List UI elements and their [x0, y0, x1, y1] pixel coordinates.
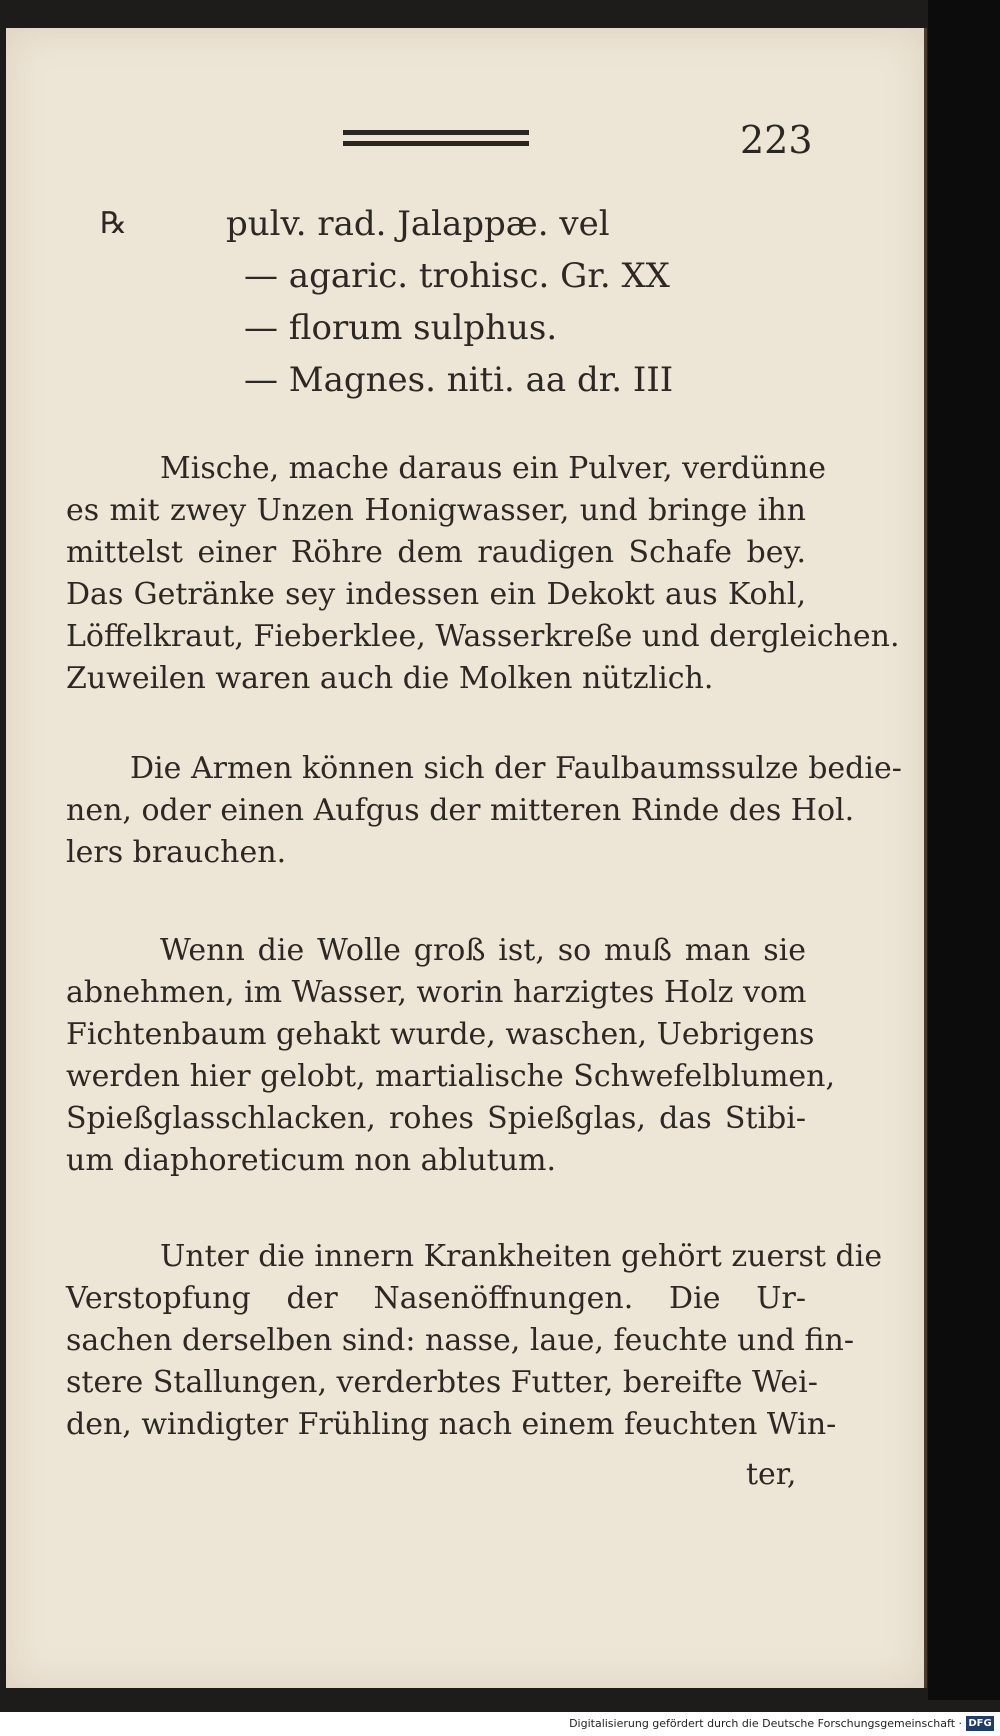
paragraph-line: mittelst einer Röhre dem raudigen Schafe bey.	[66, 535, 806, 570]
recipe-line: pulv. rad. Jalappæ. vel	[226, 204, 610, 244]
paragraph-line: Löffelkraut, Fieberklee, Wasserkreße und dergleichen.	[66, 619, 900, 654]
book-spine	[928, 0, 1000, 1700]
paragraph-line: Das Getränke sey indessen ein Dekokt aus Kohl,	[66, 577, 806, 612]
paragraph-line: lers brauchen.	[66, 835, 287, 870]
paragraph	[66, 1236, 883, 1446]
paragraph-line: sachen derselben sind: nasse, laue, feuchte und fin-	[66, 1323, 854, 1358]
paragraph-line: Spießglasschlacken, rohes Spießglas, das Stibi-	[66, 1101, 806, 1136]
recipe-line: — florum sulphus.	[244, 308, 558, 348]
page-number: 223	[740, 118, 813, 162]
footer-credit: Digitalisierung gefördert durch die Deutsche Forschungsgemeinschaft ·	[569, 1717, 962, 1730]
paragraph	[66, 448, 900, 700]
paragraph	[66, 930, 836, 1182]
paragraph-line: abnehmen, im Wasser, worin harzigtes Holz vom	[66, 975, 807, 1010]
paragraph-line: Fichtenbaum gehakt wurde, waschen, Uebrigens	[66, 1017, 815, 1052]
paragraph-line: um diaphoreticum non ablutum.	[66, 1143, 557, 1178]
catchword: ter,	[746, 1457, 797, 1492]
paragraph-line: stere Stallungen, verderbtes Futter, bereifte Wei-	[66, 1365, 818, 1400]
recipe-line: — Magnes. niti. aa dr. III	[244, 360, 674, 400]
recipe-symbol: ℞	[100, 206, 127, 241]
footer-bar	[0, 1712, 1000, 1736]
dfg-logo: DFG	[966, 1716, 994, 1731]
paragraph-line: Mische, mache daraus ein Pulver, verdünne	[160, 451, 827, 486]
paragraph-line: werden hier gelobt, martialische Schwefelblumen,	[66, 1059, 836, 1094]
paragraph-line: Unter die innern Krankheiten gehört zuerst die	[160, 1239, 883, 1274]
paragraph-line: Wenn die Wolle groß ist, so muß man sie	[160, 933, 806, 968]
header-rule	[343, 130, 529, 146]
paragraph-line: es mit zwey Unzen Honigwasser, und bringe ihn	[66, 493, 806, 528]
paragraph-line: Zuweilen waren auch die Molken nützlich.	[66, 661, 714, 696]
paragraph-line: den, windigter Frühling nach einem feuchten Win-	[66, 1407, 837, 1442]
paragraph	[66, 748, 902, 874]
paragraph-line: nen, oder einen Aufgus der mitteren Rinde des Hol.	[66, 793, 855, 828]
paragraph-line: Verstopfung der Nasenöffnungen. Die Ur-	[66, 1281, 806, 1316]
recipe-line: — agaric. trohisc. Gr. XX	[244, 256, 670, 296]
paragraph-line: Die Armen können sich der Faulbaumssulze bedie-	[130, 751, 902, 786]
